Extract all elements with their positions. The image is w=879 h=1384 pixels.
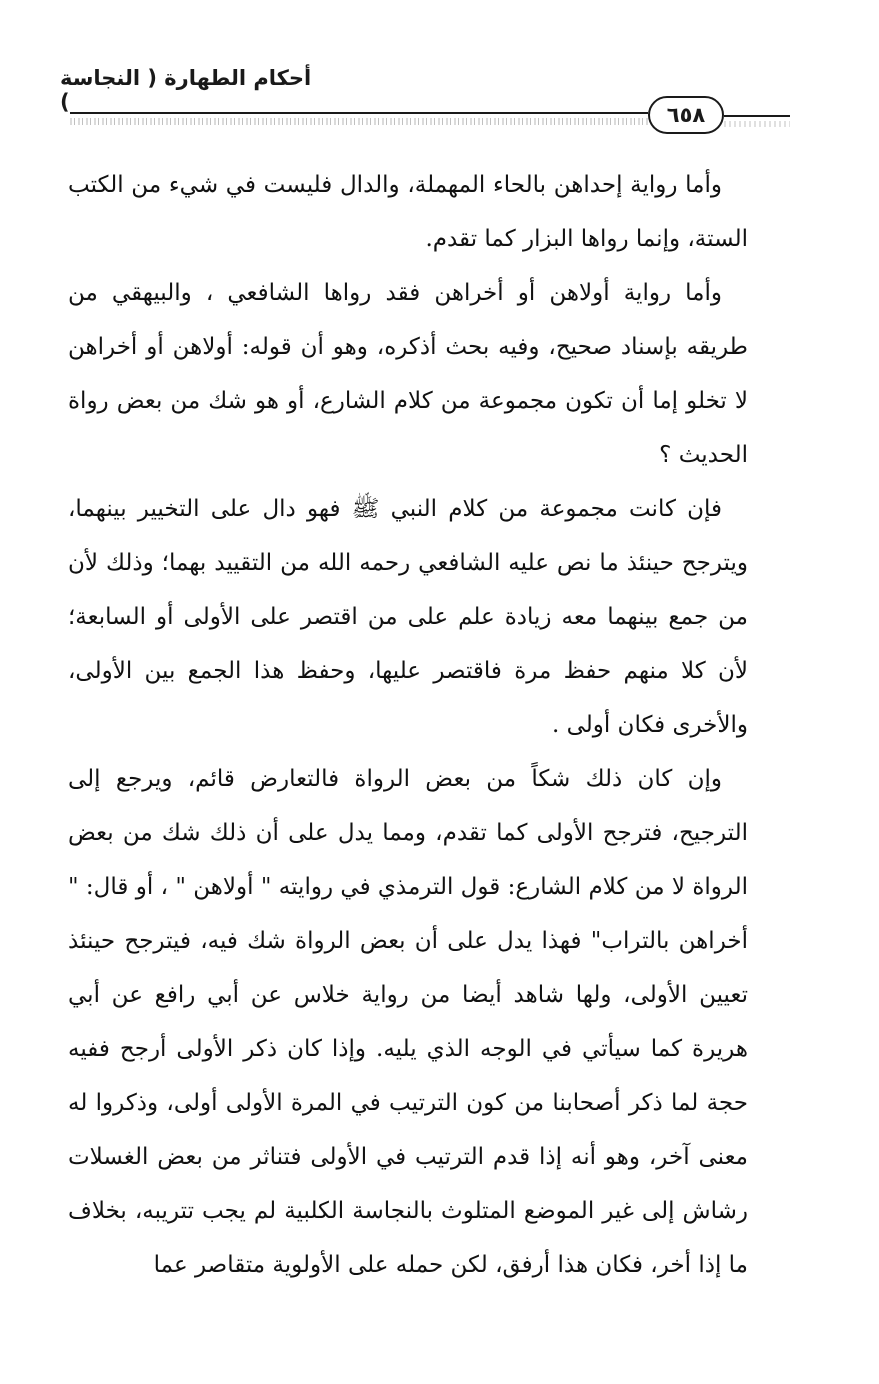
header-rule-ornament bbox=[70, 118, 648, 125]
page-number: ٦٥٨ bbox=[666, 103, 706, 127]
paragraph-3: فإن كانت مجموعة من كلام النبي ﷺ فهو دال على التخيير بينهما، ويترجح حينئذ ما نص عليه الشافعي رحمه الله من التقييد بهما؛ وذلك لأن من جمع بينهما معه زيادة علم على من اقتصر على الأولى أو السابعة؛ لأن كلا منهم حفظ مرة فاقتصر عليها، وحفظ هذا الجمع بين الأولى، والأخرى فكان أولى . bbox=[68, 496, 748, 738]
header-rule-right-ornament bbox=[724, 121, 790, 127]
header-rule-right bbox=[724, 115, 790, 117]
body-text bbox=[68, 158, 748, 1292]
paragraph-2: وأما رواية أولاهن أو أخراهن فقد رواها الشافعي ، والبيهقي من طريقه بإسناد صحيح، وفيه بحث أذكره، وهو أن قوله: أولاهن أو أخراهن لا تخلو إما أن تكون مجموعة من كلام الشارع، أو هو شك من بعض رواة الحديث ؟ bbox=[68, 280, 748, 468]
paragraph-1: وأما رواية إحداهن بالحاء المهملة، والدال فليست في شيء من الكتب الستة، وإنما رواها البزار كما تقدم. bbox=[68, 172, 748, 252]
page-number-badge bbox=[648, 96, 724, 134]
header-rule bbox=[70, 112, 648, 114]
paragraph-4: وإن كان ذلك شكاً من بعض الرواة فالتعارض قائم، ويرجع إلى الترجيح، فترجح الأولى كما تقدم، ومما يدل على أن ذلك شك من بعض الرواة لا من كلام الشارع: قول الترمذي في روايته " أولاهن " ، أو قال: " أخراهن بالتراب" فهذا يدل على أن بعض الرواة شك فيه، فيترجح حينئذ تعيين الأولى، ولها شاهد أيضا من رواية خلاس عن أبي رافع عن أبي هريرة كما سيأتي في الوجه الذي يليه. وإذا كان ذكر الأولى أرجح ففيه حجة لما ذكر أصحابنا من كون الترتيب في المرة الأولى أولى، وذكروا له معنى آخر، وهو أنه إذا قدم الترتيب في الأولى فتناثر من بعض الغسلات رشاش إلى غير الموضع المتلوث بالنجاسة الكلبية لم يجب تتريبه، بخلاف ما إذا أخر، فكان هذا أرفق، لكن حمله على الأولوية متقاصر عما bbox=[68, 766, 748, 1278]
running-title: أحكام الطهارة ( النجاسة ) bbox=[60, 66, 312, 114]
